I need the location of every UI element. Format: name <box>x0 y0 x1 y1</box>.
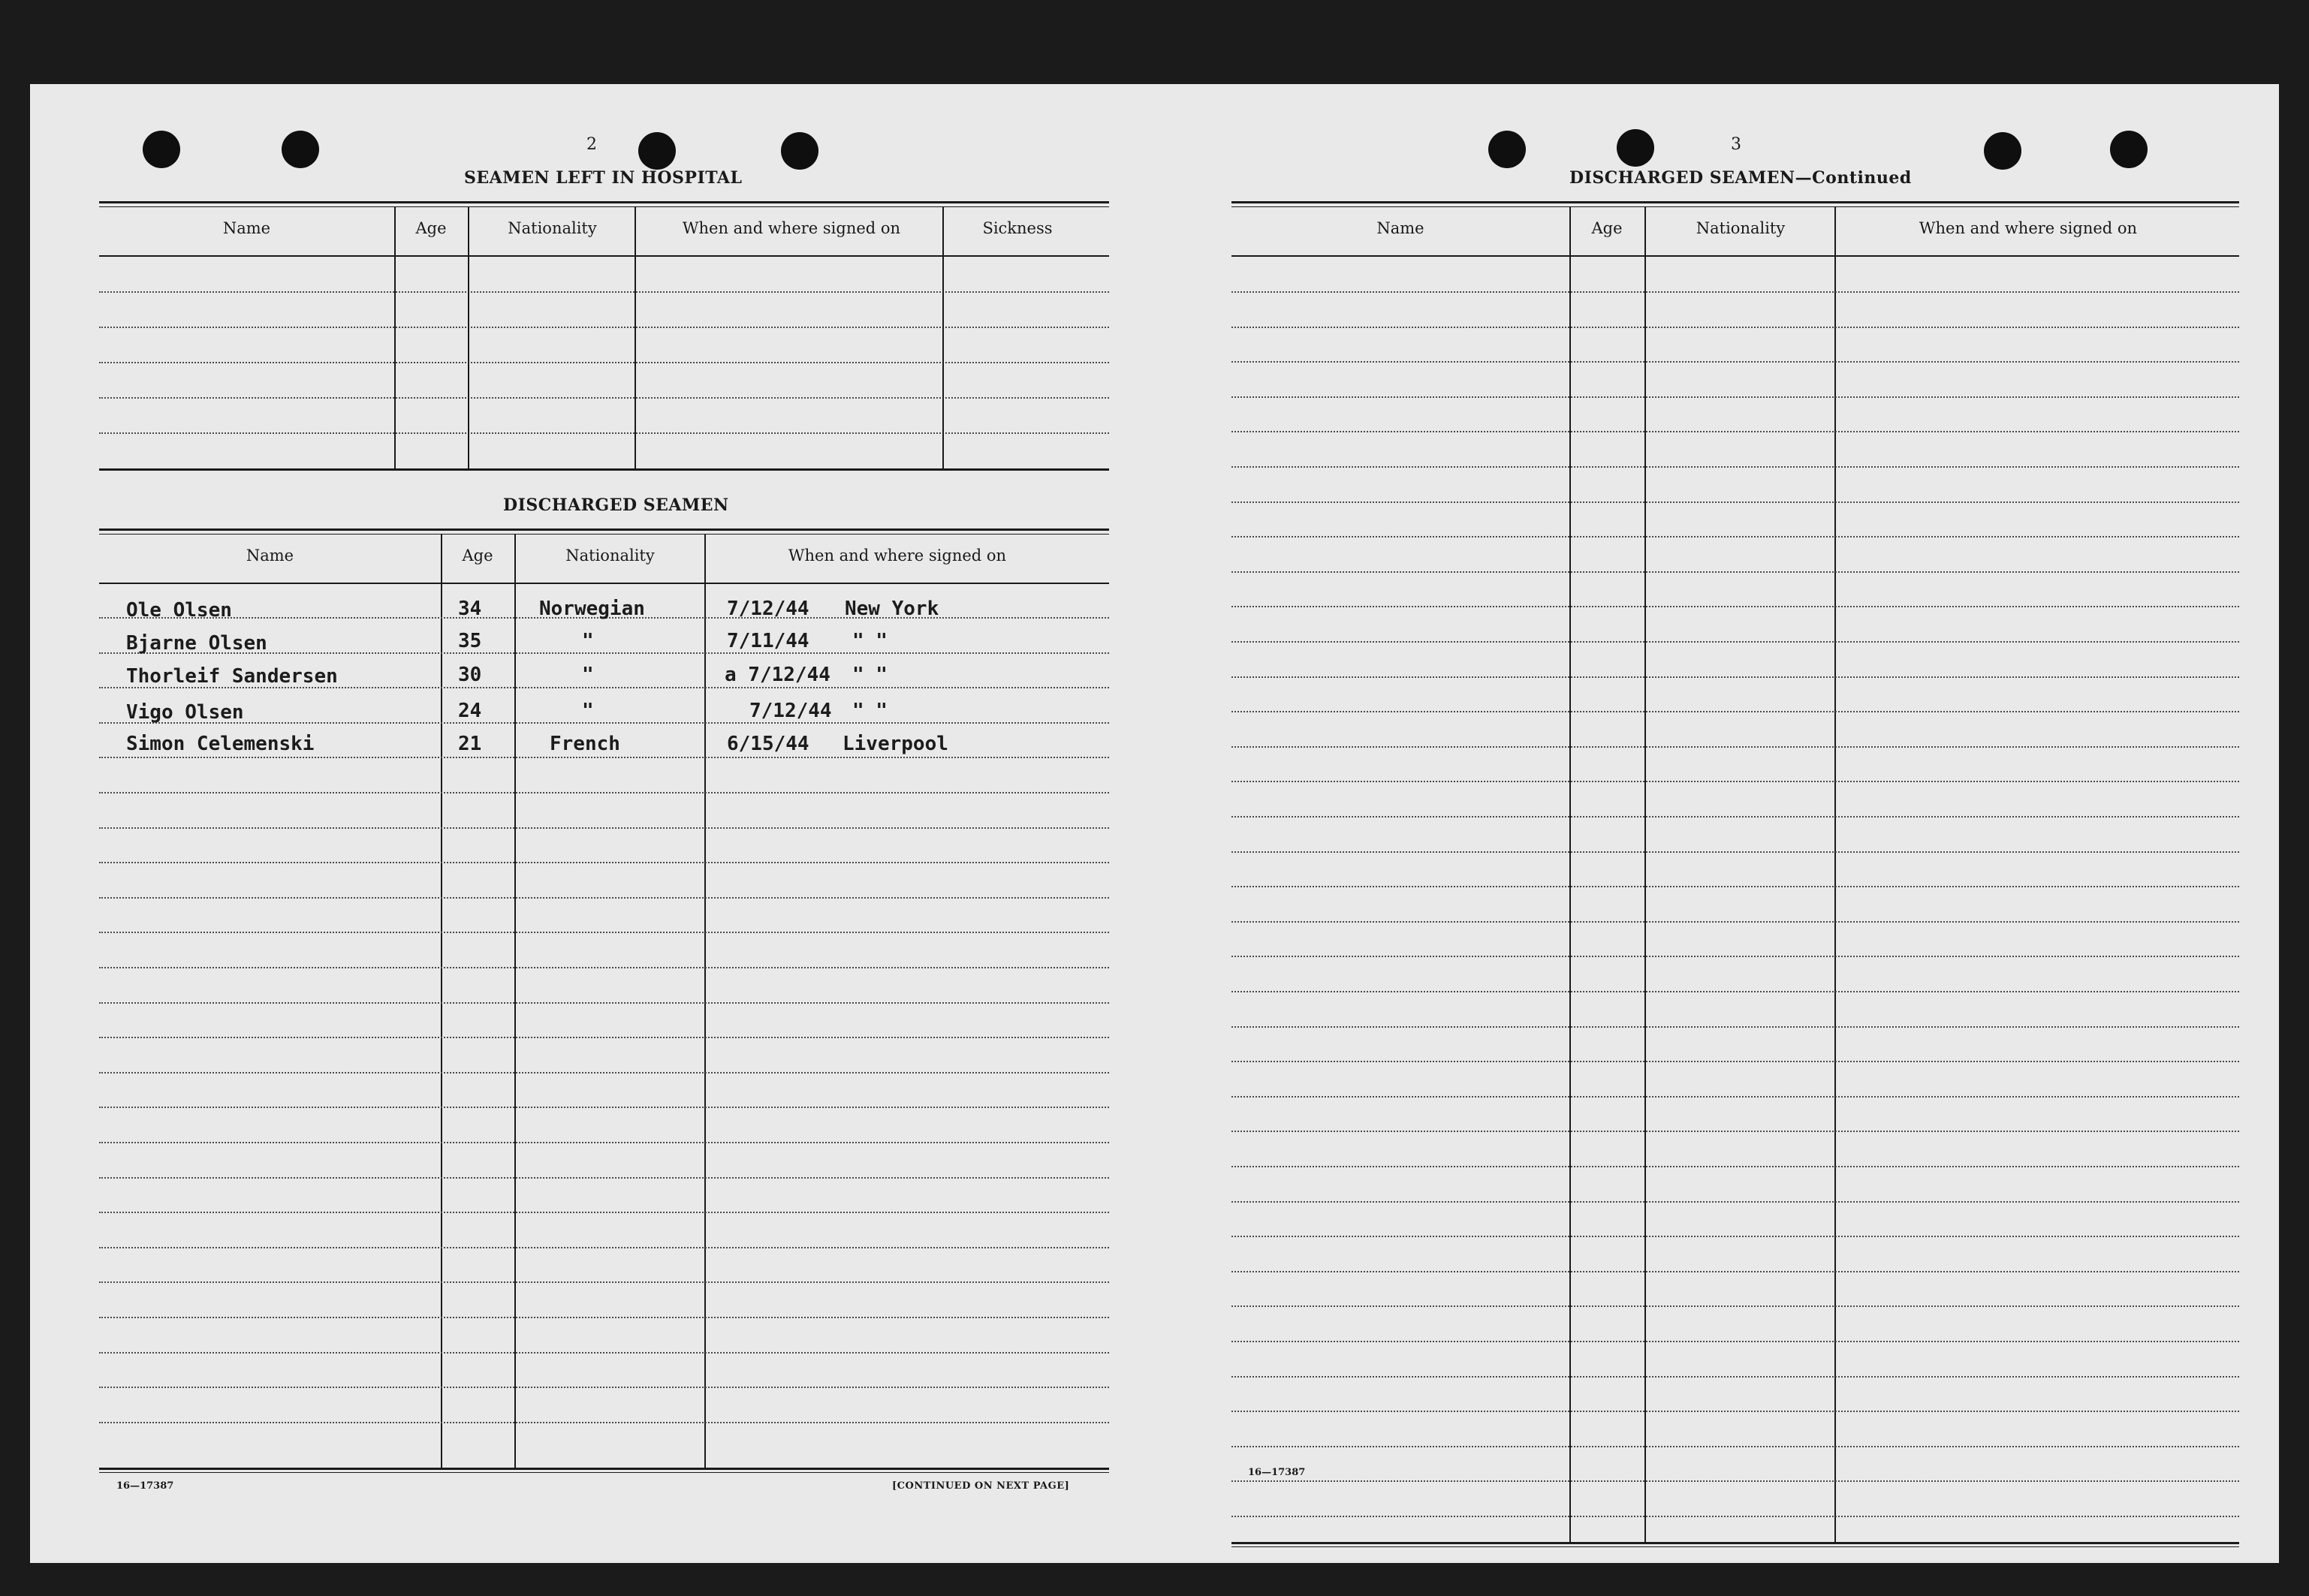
right-header-name: Name <box>1376 219 1424 237</box>
ruled-line <box>1231 327 2239 328</box>
ruled-line <box>1231 536 2239 538</box>
form-number-right: 16—17387 <box>1248 1467 1306 1478</box>
right-header-age: Age <box>1591 219 1623 237</box>
ruled-line <box>99 792 1109 793</box>
seaman-signed-date: 7/12/44 <box>727 598 809 620</box>
hospital-row-line <box>99 397 1109 399</box>
ruled-line <box>1231 1376 2239 1378</box>
seaman-signed-date: 7/11/44 <box>727 630 809 652</box>
punch-hole <box>143 131 180 168</box>
ruled-line <box>99 722 1109 724</box>
discharged-header-rule <box>99 583 1109 584</box>
ruled-line <box>1231 1271 2239 1272</box>
ruled-line <box>1231 1236 2239 1237</box>
ruled-line <box>99 827 1109 829</box>
hospital-header-rule <box>99 255 1109 257</box>
document-sheet <box>30 84 2279 1563</box>
ruled-line <box>99 932 1109 933</box>
ruled-line <box>1231 1166 2239 1167</box>
ruled-line <box>1231 606 2239 607</box>
hospital-col-divider <box>468 207 469 468</box>
ruled-line <box>1231 431 2239 432</box>
form-number-left: 16—17387 <box>116 1480 174 1492</box>
hospital-col-divider <box>942 207 944 468</box>
hospital-header-nationality: Nationality <box>508 219 597 237</box>
ruled-line <box>1231 1341 2239 1342</box>
ruled-line <box>1231 361 2239 363</box>
seaman-age: 35 <box>458 630 482 652</box>
right-col-divider <box>1644 207 1646 1543</box>
seaman-nationality: " <box>582 700 594 722</box>
ruled-line <box>1231 1061 2239 1062</box>
ruled-line <box>1231 886 2239 887</box>
discharged-header-age: Age <box>462 547 493 565</box>
ruled-line <box>1231 781 2239 782</box>
ruled-line <box>1231 396 2239 398</box>
right-col-divider <box>1569 207 1571 1543</box>
punch-hole <box>1984 132 2021 170</box>
seaman-signed-date: 7/12/44 <box>749 700 832 722</box>
discharged-bottom-rule <box>99 1468 1109 1470</box>
ruled-line <box>1231 1305 2239 1307</box>
ruled-line <box>1231 851 2239 853</box>
discharged-top-rule <box>99 528 1109 531</box>
seaman-name: Vigo Olsen <box>126 701 244 724</box>
discharged-bottom-rule-2 <box>99 1472 1109 1473</box>
ruled-line <box>99 757 1109 758</box>
discharged-table-title: DISCHARGED SEAMEN <box>503 495 729 515</box>
ruled-line <box>99 1317 1109 1318</box>
ruled-line <box>99 1422 1109 1423</box>
page-number-left: 2 <box>586 135 597 154</box>
ruled-line <box>1231 921 2239 923</box>
hospital-header-name: Name <box>222 219 271 237</box>
continued-title-suffix: —Continued <box>1795 168 1912 188</box>
right-bottom-rule <box>1231 1542 2239 1544</box>
seaman-age: 34 <box>458 598 482 620</box>
discharged-header-nationality: Nationality <box>565 547 655 565</box>
ruled-line <box>99 1281 1109 1283</box>
hospital-bottom-rule <box>99 468 1109 471</box>
ruled-line <box>99 1247 1109 1248</box>
ruled-line <box>99 862 1109 863</box>
seaman-name: Ole Olsen <box>126 599 232 622</box>
ruled-line <box>99 967 1109 968</box>
ruled-line <box>1231 1201 2239 1203</box>
hospital-col-divider <box>635 207 636 468</box>
right-top-rule <box>1231 201 2239 203</box>
ruled-line <box>99 1352 1109 1354</box>
right-header-rule <box>1231 255 2239 257</box>
ruled-line <box>1231 1131 2239 1132</box>
punch-hole <box>2110 131 2148 168</box>
ruled-line <box>1231 1411 2239 1412</box>
ruled-line <box>1231 1480 2239 1482</box>
right-top-rule-2 <box>1231 206 2239 207</box>
ruled-line <box>1231 711 2239 712</box>
continued-title-main: DISCHARGED SEAMEN <box>1569 168 1795 188</box>
right-col-divider <box>1834 207 1836 1543</box>
seaman-signed-date: a 7/12/44 <box>725 664 830 686</box>
punch-hole <box>282 131 319 168</box>
ruled-line <box>99 1142 1109 1143</box>
hospital-header-signed-on: When and where signed on <box>682 219 901 237</box>
ruled-line <box>1231 1446 2239 1447</box>
hospital-row-line <box>99 432 1109 434</box>
ruled-line <box>99 1037 1109 1038</box>
hospital-col-divider <box>394 207 396 468</box>
ruled-line <box>99 1212 1109 1213</box>
ruled-line <box>1231 956 2239 957</box>
hospital-header-sickness: Sickness <box>982 219 1053 237</box>
ruled-line <box>99 1002 1109 1004</box>
discharged-top-rule-2 <box>99 534 1109 535</box>
ruled-line <box>1231 816 2239 818</box>
seaman-signed-place: Liverpool <box>843 733 948 755</box>
ruled-line <box>1231 1026 2239 1028</box>
punch-hole <box>1488 131 1526 168</box>
seaman-age: 24 <box>458 700 482 722</box>
ruled-line <box>1231 1516 2239 1517</box>
hospital-header-age: Age <box>415 219 447 237</box>
right-header-nationality: Nationality <box>1696 219 1786 237</box>
hospital-top-rule-2 <box>99 206 1109 207</box>
ruled-line <box>99 1177 1109 1179</box>
ruled-line <box>1231 501 2239 503</box>
seaman-age: 30 <box>458 664 482 686</box>
ruled-line <box>1231 1096 2239 1098</box>
seaman-signed-place: New York <box>845 598 939 620</box>
seaman-signed-place: " " <box>852 630 888 652</box>
discharged-header-signed-on: When and where signed on <box>788 547 1007 565</box>
continued-note: [CONTINUED ON NEXT PAGE] <box>892 1480 1070 1492</box>
seaman-name: Simon Celemenski <box>126 733 315 755</box>
punch-hole <box>638 132 676 170</box>
ruled-line <box>99 1072 1109 1074</box>
ruled-line <box>1231 571 2239 573</box>
seaman-nationality: Norwegian <box>539 598 645 620</box>
seaman-name: Thorleif Sandersen <box>126 665 338 688</box>
right-header-signed-on: When and where signed on <box>1919 219 2138 237</box>
continued-table-title <box>1569 168 1912 188</box>
seaman-nationality: " <box>582 630 594 652</box>
seaman-nationality: " <box>582 664 594 686</box>
page-number-right: 3 <box>1731 135 1741 154</box>
ruled-line <box>1231 291 2239 293</box>
ruled-line <box>99 897 1109 899</box>
punch-hole <box>1617 129 1654 167</box>
ruled-line <box>1231 641 2239 643</box>
seaman-signed-place: " " <box>852 700 888 722</box>
right-bottom-rule-2 <box>1231 1546 2239 1547</box>
ruled-line <box>1231 746 2239 748</box>
seaman-signed-place: " " <box>852 664 888 686</box>
seaman-signed-date: 6/15/44 <box>727 733 809 755</box>
punch-hole <box>781 132 818 170</box>
hospital-top-rule <box>99 201 1109 203</box>
ruled-line <box>99 1107 1109 1108</box>
hospital-row-line <box>99 291 1109 293</box>
discharged-header-name: Name <box>246 547 294 565</box>
hospital-row-line <box>99 327 1109 328</box>
hospital-row-line <box>99 362 1109 363</box>
hospital-table-title: SEAMEN LEFT IN HOSPITAL <box>464 168 743 188</box>
ruled-line <box>99 1387 1109 1388</box>
ruled-line <box>1231 676 2239 678</box>
ruled-line <box>1231 991 2239 992</box>
seaman-name: Bjarne Olsen <box>126 632 267 655</box>
seaman-nationality: French <box>550 733 620 755</box>
ruled-line <box>1231 466 2239 468</box>
seaman-age: 21 <box>458 733 482 755</box>
